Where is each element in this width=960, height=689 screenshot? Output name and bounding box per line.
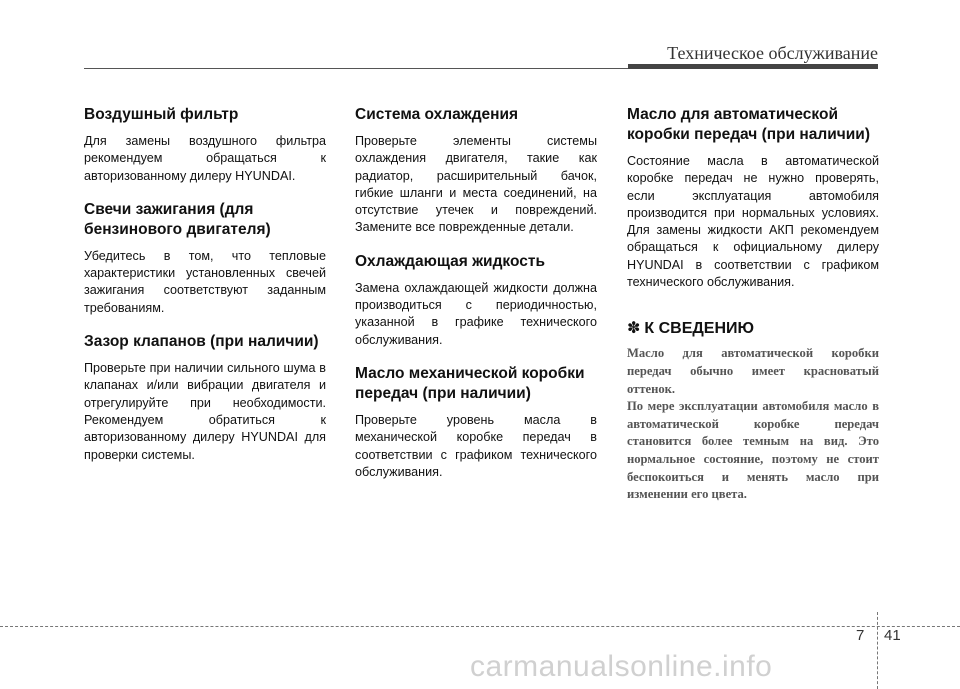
- column-2: [355, 105, 597, 496]
- section-body-coolant: Замена охлаждающей жидкости должна производиться с периодичностью, указанной в графике технического обслуживания.: [355, 280, 597, 347]
- info-note-title: К СВЕДЕНИЮ: [644, 320, 755, 338]
- section-title-air-filter: Воздушный фильтр: [84, 106, 239, 123]
- section-body-valve-clearance: Проверьте при наличии сильного шума в клапанах и/или вибрации двигателя и отрегулируйте при необходимости. Рекомендуем обратиться к авторизованному дилеру HYUNDAI для проверки системы.: [84, 361, 326, 462]
- page-number: 41: [884, 627, 901, 644]
- column-3: [627, 105, 879, 504]
- section-body-air-filter: Для замены воздушного фильтра рекомендуем обращаться к авторизованному дилеру HYUNDAI.: [84, 134, 326, 183]
- section-title-automatic-transmission-oil: Масло для автоматической коробки передач (при наличии): [627, 106, 870, 143]
- header-title: Техническое обслуживание: [667, 43, 878, 63]
- section-body-automatic-transmission-oil: Состояние масла в автоматической коробке передач не нужно проверять, если эксплуатация автомобиля производится при нормальных условиях. Для замены жидкости АКП рекомендуем обращаться к официальному дилеру HYUNDAI в соответствии с графиком технического обслуживания.: [627, 154, 879, 290]
- page-number-separator: [877, 612, 878, 689]
- section-title-valve-clearance: Зазор клапанов (при наличии): [84, 333, 319, 351]
- section-body-manual-transmission-oil: Проверьте уровень масла в механической коробке передач в соответствии с графиком технического обслуживания.: [355, 412, 597, 479]
- asterisk-icon: ✽: [627, 320, 641, 338]
- page-chapter-number: 7: [856, 627, 865, 644]
- section-title-coolant: Охлаждающая жидкость: [355, 252, 545, 270]
- column-1: [84, 105, 326, 479]
- section-title-spark-plugs: Свечи зажигания (для бензинового двигателя): [84, 200, 271, 238]
- section-body-spark-plugs: Убедитесь в том, что тепловые характеристики установленных свечей зажигания соответствуют заданным требованиям.: [84, 248, 326, 315]
- info-note-paragraph-1: Масло для автоматической коробки передач обычно имеет красноватый оттенок.: [627, 346, 879, 396]
- section-title-manual-transmission-oil: Масло механической коробки передач (при наличии): [355, 364, 585, 402]
- header-rule-accent: [628, 64, 878, 69]
- section-title-cooling-system: Система охлаждения: [355, 106, 519, 123]
- footer-rule: [0, 626, 960, 627]
- header-rule: [84, 68, 636, 69]
- watermark: carmanualsonline.info: [470, 650, 773, 683]
- section-body-cooling-system: Проверьте элементы системы охлаждения двигателя, такие как радиатор, расширительный бачок, гибкие шланги и места соединений, на отсутствие утечек и повреждений. Замените все поврежденные детали.: [355, 134, 597, 235]
- info-note-paragraph-2: По мере эксплуатации автомобиля масло в автоматической коробке передач становится более темным на вид. Это нормальное состояние, поэтому не стоит беспокоиться и менять масло при изменении его цвета.: [627, 399, 879, 502]
- info-note-heading: [627, 319, 879, 339]
